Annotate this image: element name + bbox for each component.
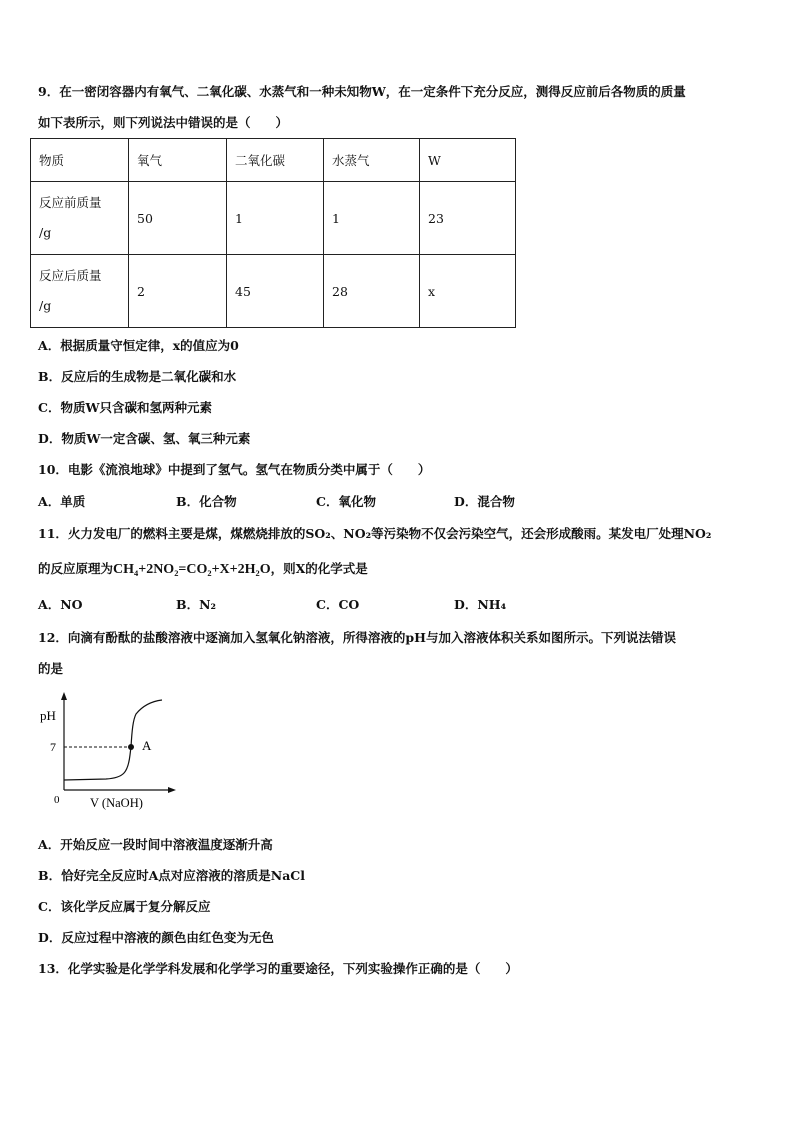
- q12-option-a: A．开始反应一段时间中溶液温度逐渐升高: [38, 837, 273, 852]
- q11-stem-line2: [38, 561, 368, 578]
- q11-equation: CH₄+2NO₂=CO₂+X+2H₂O: [113, 562, 271, 577]
- q9-option-c: C．物质W只含碳和氢两种元素: [38, 400, 212, 415]
- table-header-cell: W: [420, 139, 516, 182]
- table-cell: 23: [420, 182, 516, 255]
- q11-stem-pre: 的反应原理为: [38, 561, 114, 576]
- q10-option-a: A．单质: [38, 494, 86, 509]
- x-axis-arrow: [168, 787, 176, 793]
- q9-table: [30, 138, 516, 328]
- q12-option-d: D．反应过程中溶液的颜色由红色变为无色: [38, 930, 274, 945]
- q10-option-c: C．氧化物: [316, 494, 376, 509]
- row-label-unit: /g: [39, 225, 52, 240]
- table-cell: 1: [227, 182, 324, 255]
- q10-option-b: B．化合物: [176, 494, 237, 509]
- table-cell: x: [420, 255, 516, 328]
- row-label-unit: /g: [39, 298, 52, 313]
- table-cell: 2: [129, 255, 227, 328]
- x-axis-label: V (NaOH): [90, 796, 143, 810]
- row-label-text: 反应前质量: [39, 195, 102, 210]
- table-cell: 28: [324, 255, 420, 328]
- q11-stem-post: ，则X的化学式是: [270, 561, 368, 576]
- row-label-text: 反应后质量: [39, 268, 102, 283]
- q11-option-a: A．NO: [38, 597, 83, 612]
- table-header-cell: 水蒸气: [324, 139, 420, 182]
- table-row-label: [31, 182, 129, 255]
- table-header-row: [31, 139, 516, 182]
- q10-stem: 10．电影《流浪地球》中提到了氢气。氢气在物质分类中属于（ ）: [38, 462, 431, 477]
- table-header-cell: 二氧化碳: [227, 139, 324, 182]
- ph-titration-graph: [36, 690, 176, 815]
- table-cell: 45: [227, 255, 324, 328]
- q12-stem-line2: 的是: [38, 661, 64, 676]
- table-row: [31, 255, 516, 328]
- q9-stem-line1: 9．在一密闭容器内有氧气、二氧化碳、水蒸气和一种未知物W，在一定条件下充分反应，测得反应前后各物质的质量: [38, 84, 686, 99]
- q12-option-c: C．该化学反应属于复分解反应: [38, 899, 211, 914]
- table-cell: 1: [324, 182, 420, 255]
- table-header-cell: 氧气: [129, 139, 227, 182]
- q9-option-a: A．根据质量守恒定律，x的值应为0: [38, 338, 239, 353]
- q12-option-b: B．恰好完全反应时A点对应溶液的溶质是NaCl: [38, 868, 305, 883]
- point-a-label: A: [142, 738, 152, 753]
- q10-option-d: D．混合物: [454, 494, 515, 509]
- point-a-marker: [128, 744, 134, 750]
- y-tick-7: 7: [50, 740, 56, 754]
- y-axis-label: pH: [40, 708, 56, 723]
- q9-option-d: D．物质W一定含碳、氢、氧三种元素: [38, 431, 251, 446]
- q11-option-d: D．NH₄: [454, 597, 507, 612]
- y-axis-arrow: [61, 692, 67, 700]
- table-row-label: [31, 255, 129, 328]
- q11-option-b: B．N₂: [176, 597, 216, 612]
- q13-stem: 13．化学实验是化学学科发展和化学学习的重要途径，下列实验操作正确的是（ ）: [38, 961, 518, 976]
- q11-stem-line1: 11．火力发电厂的燃料主要是煤，煤燃烧排放的SO₂、NO₂等污染物不仅会污染空气，还会形成酸雨。某发电厂处理NO₂: [38, 526, 712, 541]
- q11-option-c: C．CO: [316, 597, 360, 612]
- table-row: [31, 182, 516, 255]
- table-cell: 50: [129, 182, 227, 255]
- table-header-cell: 物质: [31, 139, 129, 182]
- q9-option-b: B．反应后的生成物是二氧化碳和水: [38, 369, 237, 384]
- origin-label: 0: [54, 794, 60, 806]
- q9-stem-line2: 如下表所示，则下列说法中错误的是（ ）: [38, 115, 289, 130]
- q12-stem-line1: 12．向滴有酚酞的盐酸溶液中逐滴加入氢氧化钠溶液，所得溶液的pH与加入溶液体积关系如图所示。下列说法错误: [38, 630, 676, 645]
